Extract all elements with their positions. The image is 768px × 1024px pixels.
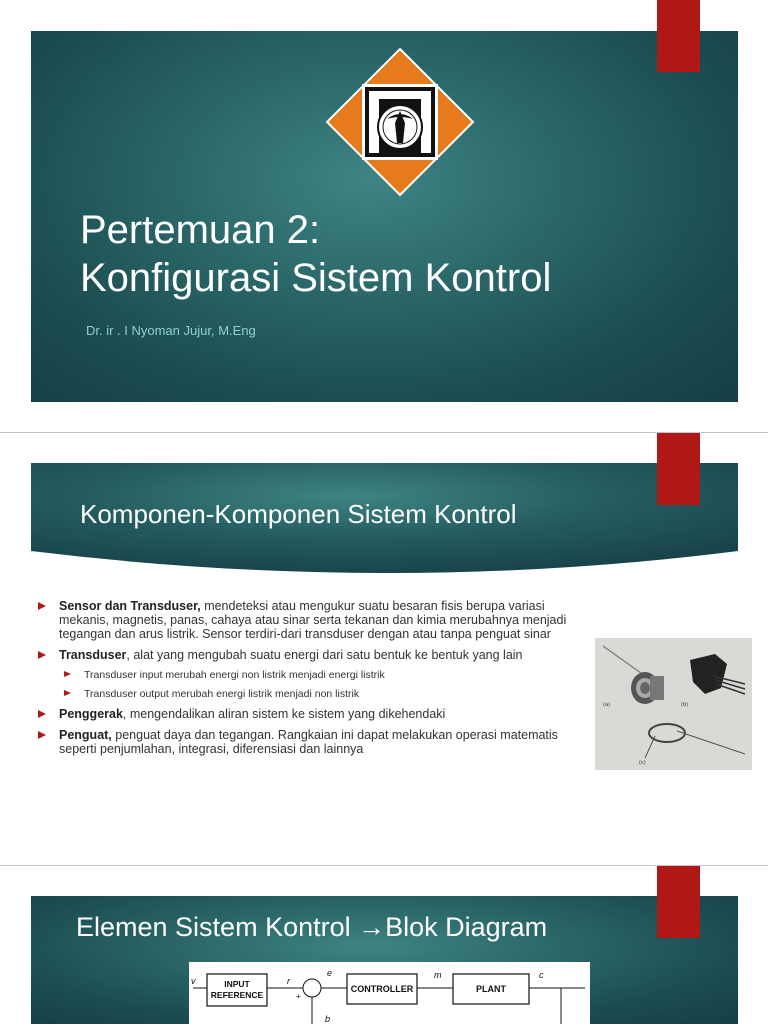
bullet-text: mendeteksi atau mengukur suatu besaran fisis berupa variasi mekanis, magnetis, panas, cahaya atau sinar serta tekanan dan kimia merubahnya menjadi tegangan dan arus listrik. Sensor terdiri-dari transduser dengan atau tanpa penguat sinar — [59, 599, 567, 641]
title-line-1: Pertemuan 2: — [80, 208, 321, 252]
bullet-text: Transduser input merubah energi non listrik menjadi energi listrik — [84, 669, 385, 681]
signal-r-label: r — [287, 976, 290, 986]
bullet-arrow-icon — [64, 690, 71, 696]
bullet-arrow-icon — [38, 731, 46, 739]
bullet-arrow-icon — [64, 671, 71, 677]
list-item — [38, 648, 586, 662]
bullet-text: , mengendalikan aliran sistem ke sistem yang dikehendaki — [122, 707, 446, 721]
slide-title-text: Komponen-Komponen Sistem Kontrol — [80, 499, 517, 529]
bullet-arrow-icon — [38, 651, 46, 659]
bullet-term: Sensor dan Transduser, — [59, 599, 201, 613]
university-logo — [325, 47, 475, 197]
block-diagram — [189, 962, 590, 1024]
slide-title-text — [80, 206, 551, 302]
bullet-list — [38, 599, 586, 763]
signal-v-label: v — [191, 976, 196, 986]
signal-e-label: e — [327, 968, 333, 978]
slide-title-text: Elemen Sistem Kontrol →Blok Diagram — [76, 912, 548, 942]
red-accent-tab — [657, 433, 700, 505]
bullet-arrow-icon — [38, 602, 46, 610]
signal-m-label: m — [434, 970, 442, 980]
red-accent-tab — [657, 866, 700, 938]
bullet-term: Transduser — [59, 648, 127, 662]
controller-label: CONTROLLER — [350, 984, 414, 994]
list-item — [38, 707, 586, 721]
author-name: Dr. ir . I Nyoman Jujur, M.Eng — [86, 323, 256, 338]
signal-c-label: c — [539, 970, 544, 980]
red-accent-tab — [657, 0, 700, 72]
photo-label-c: (c) — [639, 760, 646, 766]
list-item — [38, 728, 586, 756]
bullet-text: penguat daya dan tegangan. Rangkaian ini dapat melakukan operasi matematis seperti penjumlahan, integrasi, diferensiasi dan lainnya — [59, 728, 558, 756]
signal-b-label: b — [325, 1014, 331, 1024]
sensor-photo — [595, 638, 752, 770]
bullet-text: , alat yang mengubah suatu energi dari satu bentuk ke bentuk yang lain — [126, 648, 523, 662]
slide-title[interactable] — [0, 0, 768, 432]
input-block-label: INPUT — [224, 979, 250, 989]
title-line-2: Konfigurasi Sistem Kontrol — [80, 256, 552, 300]
input-block-label: REFERENCE — [210, 990, 264, 1000]
list-item — [38, 599, 586, 641]
slide-components[interactable] — [0, 433, 768, 864]
bullet-term: Penggerak — [59, 707, 123, 721]
list-subitem — [64, 669, 586, 682]
bullet-term: Penguat, — [59, 728, 112, 742]
photo-label-b: (b) — [681, 702, 689, 708]
list-subitem — [64, 688, 586, 701]
plant-label: PLANT — [476, 984, 506, 994]
photo-label-a: (a) — [603, 702, 610, 708]
bullet-text: Transduser output merubah energi listrik menjadi non listrik — [84, 688, 360, 700]
plus-sign: + — [296, 992, 301, 1001]
bullet-arrow-icon — [38, 710, 46, 718]
slide-block-diagram[interactable] — [0, 866, 768, 1024]
